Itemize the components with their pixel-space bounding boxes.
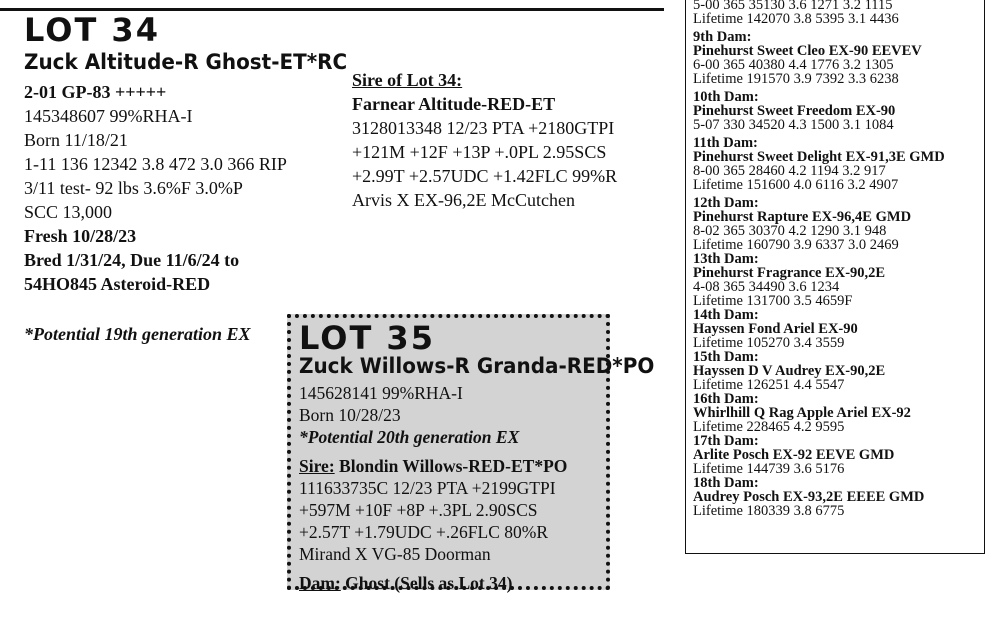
lot-34-animal-name: Zuck Altitude-R Ghost-ET*RC	[24, 50, 348, 74]
pedigree-entry	[693, 476, 984, 518]
sire-heading: Sire of Lot 34:	[352, 70, 463, 90]
pedigree-generation: 12th Dam:	[693, 195, 759, 211]
lot-34-title: LOT 34	[24, 11, 160, 49]
lot-34-line: 1-11 136 12342 3.8 472 3.0 366 RIP	[24, 154, 287, 174]
sire-line: 111633735C 12/23 PTA +2199GTPI	[299, 478, 556, 498]
sire-line: Mirand X VG-85 Doorman	[299, 544, 491, 564]
pedigree-record: Lifetime 131700 3.5 4659F	[693, 293, 853, 309]
pedigree-entry	[693, 136, 984, 192]
pedigree-dam-name: Hayssen Fond Ariel EX-90	[693, 321, 858, 337]
pedigree-entry	[693, 308, 984, 350]
lot-34-line: 54HO845 Asteroid-RED	[24, 274, 211, 294]
pedigree-generation: 18th Dam:	[693, 475, 759, 491]
pedigree-dam-name: Whirlhill Q Rag Apple Ariel EX-92	[693, 405, 911, 421]
lot-34-line: 2-01 GP-83 +++++	[24, 82, 167, 102]
pedigree-dam-name: Pinehurst Fragrance EX-90,2E	[693, 265, 886, 281]
pedigree-entry	[693, 434, 984, 476]
lot-35-animal-name: Zuck Willows-R Granda-RED*PO	[299, 354, 655, 378]
lot-34-sire-block	[352, 68, 672, 212]
lot-34-line: SCC 13,000	[24, 202, 113, 222]
pedigree-entry	[693, 0, 984, 26]
pedigree-entry	[693, 350, 984, 392]
lot-34-details	[24, 80, 344, 296]
sire-name: Blondin Willows-RED-ET*PO	[334, 456, 568, 476]
lot-34-line: Bred 1/31/24, Due 11/6/24 to	[24, 250, 240, 270]
sire-line: +597M +10F +8P +.3PL 2.90SCS	[299, 500, 538, 520]
pedigree-generation: 14th Dam:	[693, 307, 759, 323]
pedigree-dam-name: Hayssen D V Audrey EX-90,2E	[693, 363, 886, 379]
pedigree-record: 8-02 365 30370 4.2 1290 3.1 948	[693, 223, 887, 239]
sire-line: 3128013348 12/23 PTA +2180GTPI	[352, 118, 615, 138]
pedigree-generation: 17th Dam:	[693, 433, 759, 449]
lot-35-sire-heading	[299, 455, 599, 477]
pedigree-generation: 11th Dam:	[693, 135, 758, 151]
sire-name: Farnear Altitude-RED-ET	[352, 94, 556, 114]
pedigree-entry	[693, 90, 984, 132]
pedigree-record: Lifetime 142070 3.8 5395 3.1 4436	[693, 11, 899, 27]
lot-35-line: 145628141 99%RHA-I	[299, 383, 463, 403]
sire-line: +2.99T +2.57UDC +1.42FLC 99%R	[352, 166, 618, 186]
pedigree-dam-name: Pinehurst Sweet Freedom EX-90	[693, 103, 896, 119]
pedigree-dam-name: Pinehurst Sweet Cleo EX-90 EEVEV	[693, 43, 922, 59]
sire-line: Arvis X EX-96,2E McCutchen	[352, 190, 575, 210]
pedigree-generation: 13th Dam:	[693, 251, 759, 267]
sire-line: +2.57T +1.79UDC +.26FLC 80%R	[299, 522, 549, 542]
lot-35-box	[287, 314, 655, 593]
pedigree-record: Lifetime 126251 4.4 5547	[693, 377, 845, 393]
pedigree-dam-name: Pinehurst Rapture EX-96,4E GMD	[693, 209, 912, 225]
pedigree-dam-name: Pinehurst Sweet Delight EX-91,3E GMD	[693, 149, 945, 165]
sire-label: Sire:	[299, 456, 335, 476]
pedigree-record: Lifetime 144739 3.6 5176	[693, 461, 845, 477]
sire-line: +121M +12F +13P +.0PL 2.95SCS	[352, 142, 607, 162]
pedigree-record: 4-08 365 34490 3.6 1234	[693, 279, 840, 295]
lot-35-potential-note: *Potential 20th generation EX	[299, 427, 520, 447]
pedigree-dam-name: Arlite Posch EX-92 EEVE GMD	[693, 447, 895, 463]
pedigree-entry	[693, 392, 984, 434]
lot-34-line: Fresh 10/28/23	[24, 226, 137, 246]
pedigree-entry	[693, 30, 984, 86]
pedigree-record: Lifetime 180339 3.8 6775	[693, 503, 845, 519]
pedigree-entry	[693, 196, 984, 252]
lot-34-line: Born 11/18/21	[24, 130, 128, 150]
lot-34-line: 3/11 test- 92 lbs 3.6%F 3.0%P	[24, 178, 243, 198]
pedigree-generation: 10th Dam:	[693, 89, 759, 105]
pedigree-dam-name: Audrey Posch EX-93,2E EEEE GMD	[693, 489, 925, 505]
pedigree-generation: 9th Dam:	[693, 29, 752, 45]
dam-label: Dam:	[299, 573, 341, 593]
lot-35-line: Born 10/28/23	[299, 405, 401, 425]
pedigree-record: Lifetime 228465 4.2 9595	[693, 419, 845, 435]
pedigree-record: 8-00 365 28460 4.2 1194 3.2 917	[693, 163, 886, 179]
lot-35-title: LOT 35	[299, 319, 435, 357]
pedigree-record: Lifetime 160790 3.9 6337 3.0 2469	[693, 237, 899, 253]
pedigree-record: 6-00 365 40380 4.4 1776 3.2 1305	[693, 57, 894, 73]
lot-35-dam	[299, 572, 599, 594]
lot-35-details	[299, 382, 599, 594]
pedigree-record: 5-07 330 34520 4.3 1500 3.1 1084	[693, 117, 894, 133]
pedigree-generation: 16th Dam:	[693, 391, 759, 407]
pedigree-record: 5-00 365 35130 3.6 1271 3.2 1115	[693, 0, 893, 13]
dam-text: Ghost (Sells as Lot 34)	[340, 573, 513, 593]
pedigree-record: Lifetime 191570 3.9 7392 3.3 6238	[693, 71, 899, 87]
pedigree-column	[685, 0, 985, 554]
pedigree-entry	[693, 252, 984, 308]
pedigree-generation: 15th Dam:	[693, 349, 759, 365]
pedigree-record: Lifetime 151600 4.0 6116 3.2 4907	[693, 177, 899, 193]
lot-34-potential-note: *Potential 19th generation EX	[24, 324, 251, 344]
pedigree-record: Lifetime 105270 3.4 3559	[693, 335, 845, 351]
lot-34-line: 145348607 99%RHA-I	[24, 106, 193, 126]
